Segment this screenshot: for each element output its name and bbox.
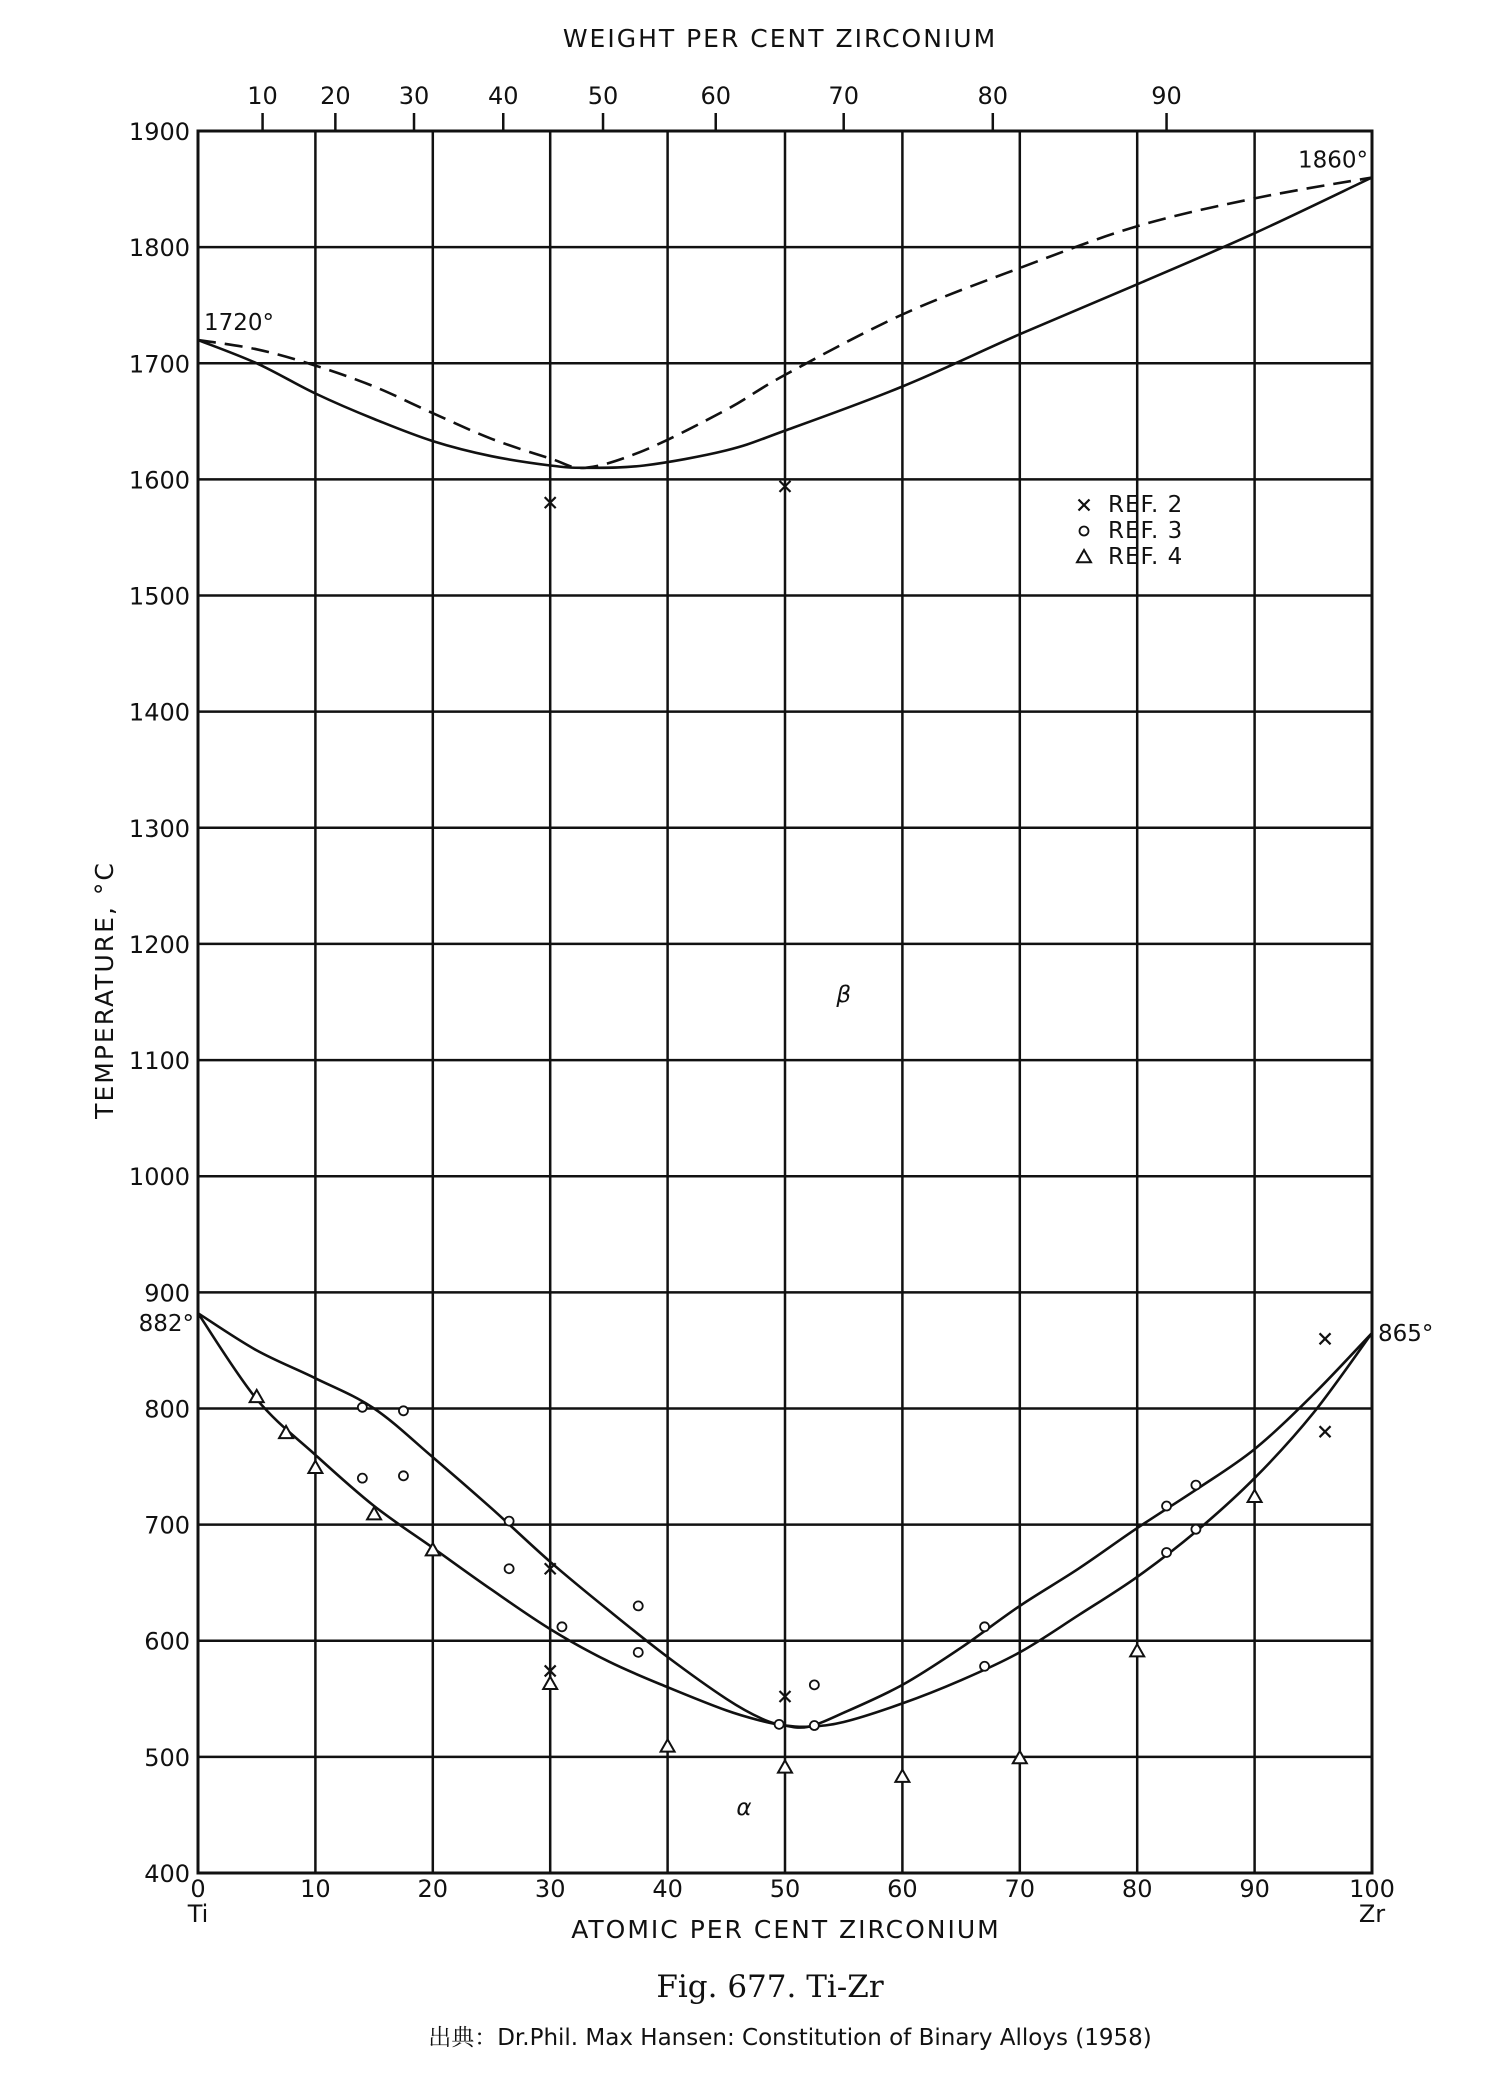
experimental-points [250, 481, 1331, 1782]
ref-3-point [810, 1680, 819, 1689]
ref-3-point [358, 1474, 367, 1483]
top-axis-tick-label: 30 [398, 82, 430, 110]
source-note: 出典：Dr.Phil. Max Hansen: Constitution of Binary Alloys (1958) [428, 2025, 1152, 2051]
legend-marker-o [1080, 527, 1089, 536]
ref-3-point [505, 1564, 514, 1573]
grid-lines [198, 131, 1372, 1873]
y-tick-label: 1500 [128, 582, 190, 611]
ref-3-point [1191, 1481, 1200, 1490]
y-tick-label: 600 [144, 1627, 190, 1656]
legend-entry-ref-2: REF. 2 [1108, 492, 1184, 518]
ref-3-point [399, 1406, 408, 1415]
x-tick-label: 0 [190, 1875, 206, 1903]
top-axis-tick-label: 40 [487, 82, 519, 110]
top-axis-title: WEIGHT PER CENT ZIRCONIUM [562, 24, 998, 53]
ref-4-point [308, 1461, 322, 1473]
ref-3-point [980, 1622, 989, 1631]
top-axis-tick-label: 10 [247, 82, 278, 110]
x-tick-label: 70 [1004, 1875, 1036, 1903]
top-axis-tick-label: 80 [977, 82, 1009, 110]
y-tick-label: 400 [144, 1860, 190, 1888]
x-tick-label: 60 [887, 1875, 918, 1903]
axis-ticks [129, 82, 1395, 1903]
y-tick-label: 700 [144, 1511, 190, 1540]
ref-3-point [505, 1517, 514, 1526]
label-865: 865° [1378, 1320, 1434, 1347]
x-tick-label: 20 [417, 1875, 449, 1903]
ref-4-point [661, 1739, 675, 1751]
x-tick-label: 90 [1239, 1875, 1270, 1903]
legend-entry-ref-3: REF. 3 [1108, 518, 1184, 544]
top-axis-tick-label: 50 [587, 82, 619, 110]
y-tick-label: 1700 [128, 350, 190, 379]
y-tick-label: 1600 [128, 466, 190, 495]
x-tick-label: 40 [652, 1875, 683, 1903]
y-tick-label: 1400 [128, 698, 190, 727]
x-tick-label: 50 [769, 1875, 801, 1903]
ref-3-point [557, 1622, 566, 1631]
x-end-label-zr: Zr [1358, 1900, 1386, 1928]
ref-4-point [1130, 1644, 1144, 1656]
ref-2-point [1320, 1426, 1331, 1437]
ref-3-point [775, 1720, 784, 1729]
x-tick-label: 100 [1349, 1875, 1395, 1903]
legend-marker-triangle [1077, 550, 1091, 562]
legend-entry-ref-4: REF. 4 [1108, 544, 1184, 570]
label-882: 882° [138, 1311, 194, 1338]
legend [1077, 492, 1183, 570]
ref-4-point [1248, 1490, 1262, 1502]
ref-3-point [1162, 1548, 1171, 1557]
label-alpha-phase: α [736, 1794, 752, 1821]
y-tick-label: 800 [144, 1395, 190, 1424]
y-tick-label: 1100 [128, 1047, 190, 1076]
top-axis-tick-label: 70 [828, 82, 859, 110]
ref-3-point [1162, 1502, 1171, 1511]
figure-caption: Fig. 677. Ti-Zr [656, 1969, 884, 2005]
ref-3-point [358, 1403, 367, 1412]
ref-3-point [980, 1662, 989, 1671]
x-tick-label: 10 [300, 1875, 331, 1903]
x-axis-title: ATOMIC PER CENT ZIRCONIUM [571, 1915, 1001, 1944]
x-tick-label: 30 [534, 1875, 566, 1903]
ref-3-point [399, 1471, 408, 1480]
top-axis-tick-label: 60 [700, 82, 732, 110]
top-axis-tick-label: 90 [1151, 82, 1182, 110]
y-axis-title: TEMPERATURE, °C [90, 861, 119, 1119]
legend-marker-x [1079, 500, 1090, 511]
label-beta-phase: β [836, 982, 852, 1008]
x-end-label-ti: Ti [187, 1900, 209, 1928]
label-1860: 1860° [1297, 147, 1368, 174]
ref-3-point [1191, 1525, 1200, 1534]
y-tick-label: 900 [144, 1279, 190, 1308]
y-tick-label: 1300 [128, 814, 190, 843]
top-axis-tick-label: 20 [320, 82, 351, 110]
ref-2-point [1320, 1333, 1331, 1344]
y-tick-label: 1200 [128, 930, 190, 959]
ref-3-point [634, 1648, 643, 1657]
ref-3-point [810, 1721, 819, 1730]
y-tick-label: 1800 [128, 234, 190, 263]
ref-4-point [895, 1770, 909, 1782]
y-tick-label: 1000 [128, 1163, 190, 1192]
ref-4-point [543, 1677, 557, 1689]
y-tick-label: 500 [144, 1743, 190, 1772]
y-tick-label: 1900 [128, 118, 190, 146]
ref-3-point [634, 1601, 643, 1610]
ref-4-point [778, 1760, 792, 1772]
x-tick-label: 80 [1121, 1875, 1153, 1903]
label-1720: 1720° [204, 310, 275, 337]
